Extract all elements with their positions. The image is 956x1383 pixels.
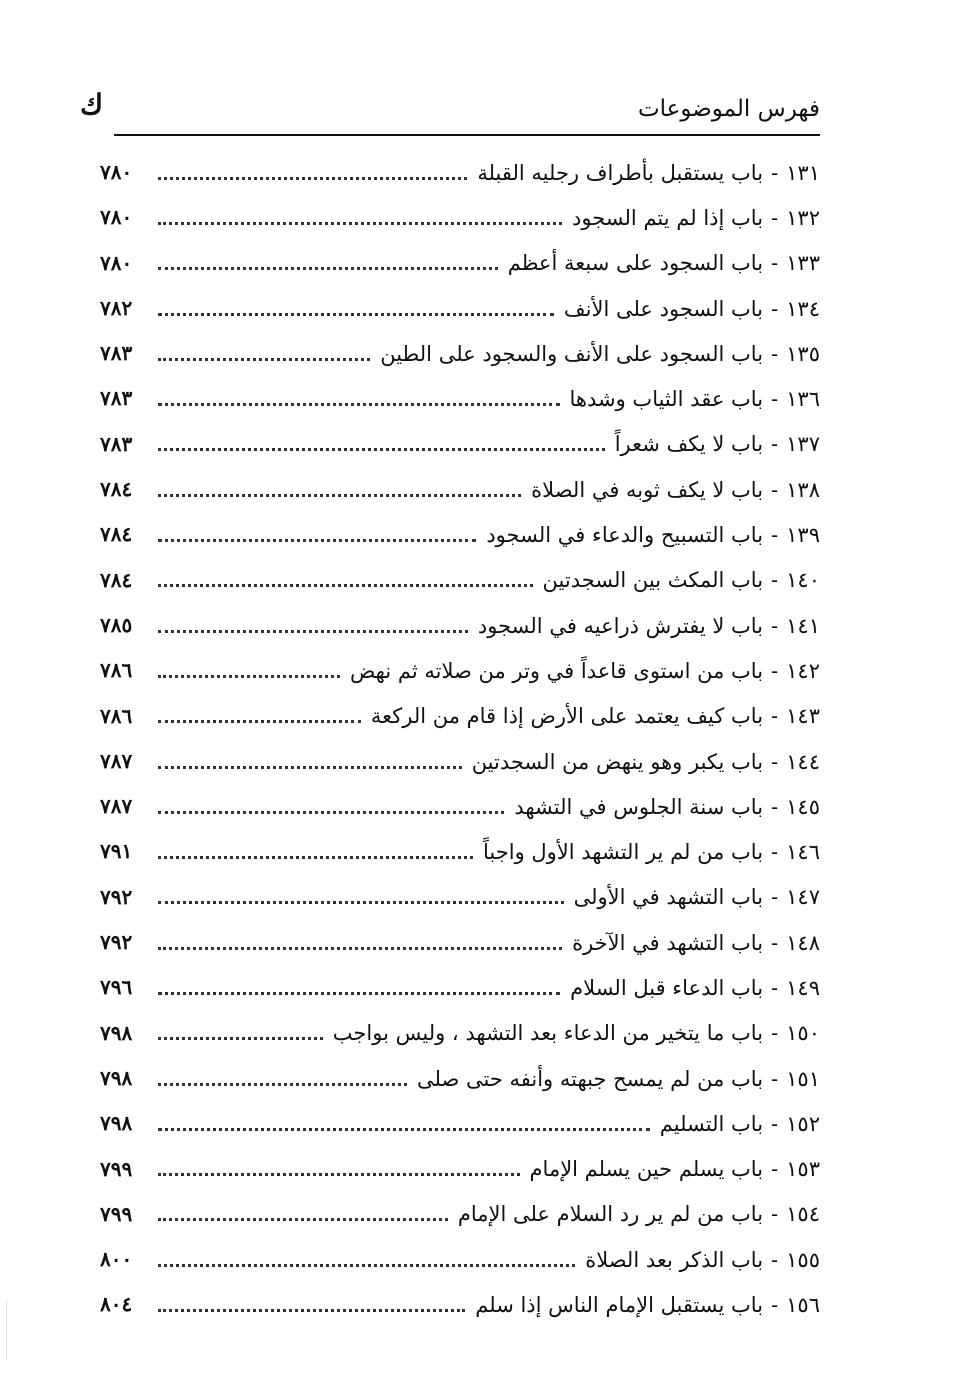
toc-leader-dots [158,765,462,769]
toc-entry-dash: - [771,658,779,683]
toc-entry-page: ٨٠٤ [100,1292,133,1317]
toc-entry-dash: - [771,477,779,502]
toc-entry-title: باب الدعاء قبل السلام [570,975,764,1000]
toc-entry-title: باب السجود على الأنف والسجود على الطين [380,341,764,366]
toc-entry-number: ١٣٦ [786,387,820,412]
toc-entry-dash: - [771,1247,779,1272]
toc-leader-dots [158,674,340,678]
toc-entry-number: ١٣٣ [786,251,820,276]
toc-entry [96,694,820,739]
toc-entry-dash: - [771,523,779,548]
toc-entry [96,286,820,331]
toc-leader-dots [158,855,473,859]
toc-entry [96,1192,820,1237]
toc-entry-number: ١٥٦ [786,1293,820,1318]
toc-entry-dash: - [771,704,779,729]
toc-entry-page: ٧٩٢ [100,884,133,909]
toc-entry-title: باب يكبر وهو ينهض من السجدتين [471,749,764,774]
toc-entry [96,1147,820,1192]
toc-entry [96,422,820,467]
toc-entry-dash: - [771,794,779,819]
toc-entry-title: باب من لم يمسح جبهته وأنفه حتى صلى [417,1066,764,1091]
toc-entry-page: ٧٨٤ [100,522,133,547]
toc-leader-dots [158,629,468,633]
toc-entry-dash: - [771,749,779,774]
toc-entry-title: باب السجود على سبعة أعظم [507,251,764,276]
toc-leader-dots [158,810,504,814]
toc-leader-dots [158,1308,465,1312]
toc-entry-title: باب يستقبل الإمام الناس إذا سلم [475,1293,764,1318]
toc-entry-page: ٧٩١ [100,839,133,864]
toc-entry-dash: - [771,387,779,412]
toc-entry-dash: - [771,1021,779,1046]
toc-entry-title: باب لا يكف شعراً [614,432,764,457]
toc-entry-number: ١٤٣ [786,704,820,729]
toc-entry-dash: - [771,975,779,1000]
toc-entry-page: ٧٨٠ [100,250,133,275]
toc-entry-number: ١٥٤ [786,1202,820,1227]
toc-entry [96,739,820,784]
toc-entry-number: ١٤٢ [786,658,820,683]
toc-entry-title: باب سنة الجلوس في التشهد [514,794,764,819]
toc-entry-title: باب لا يفترش ذراعيه في السجود [477,613,764,638]
toc-entry-number: ١٤٥ [786,794,820,819]
toc-entry [96,829,820,874]
toc-entry-number: ١٥١ [786,1066,820,1091]
toc-leader-dots [158,447,605,451]
toc-entry-number: ١٤٨ [786,930,820,955]
toc-leader-dots [158,266,498,270]
toc-entry-page: ٧٨٦ [100,703,133,728]
toc-entry [96,331,820,376]
toc-entry [96,558,820,603]
toc-entry-page: ٧٨٤ [100,477,133,502]
toc-entry-number: ١٥٢ [786,1111,820,1136]
toc-entry-number: ١٥٥ [786,1247,820,1272]
toc-entry-page: ٧٩٨ [100,1020,133,1045]
toc-entry-page: ٧٨٠ [100,160,133,184]
page-header [76,88,820,132]
toc-leader-dots [158,493,521,497]
toc-entry-dash: - [771,160,779,185]
toc-entry-page: ٧٩٦ [100,975,133,1000]
toc-entry-number: ١٣٨ [786,477,820,502]
toc-leader-dots [158,1217,448,1221]
scan-margin-mark [6,1300,7,1360]
toc-entry-page: ٧٩٨ [100,1065,133,1090]
toc-leader-dots [158,1172,520,1176]
toc-entry-title: باب الذكر بعد الصلاة [585,1247,764,1272]
toc-entry-dash: - [771,1111,779,1136]
toc-entry-title: باب التسبيح والدعاء في السجود [486,523,764,548]
toc-entry-title: باب يستقبل بأطراف رجليه القبلة [477,160,764,185]
toc-entry-page: ٧٩٩ [100,1201,133,1226]
table-of-contents [96,150,820,1328]
toc-entry-page: ٧٩٢ [100,930,133,955]
toc-entry [96,1056,820,1101]
toc-entry-dash: - [771,432,779,457]
toc-entry-number: ١٤١ [786,613,820,638]
toc-entry [96,376,820,421]
toc-entry-number: ١٤٧ [786,885,820,910]
toc-entry [96,920,820,965]
toc-entry-page: ٧٨٣ [100,431,133,456]
toc-entry [96,1101,820,1146]
toc-entry-page: ٨٠٠ [100,1247,133,1272]
toc-entry-number: ١٤٩ [786,975,820,1000]
toc-entry-dash: - [771,341,779,366]
toc-entry-page: ٧٨٠ [100,205,133,230]
toc-entry-page: ٧٨٦ [100,658,133,683]
header-divider [114,134,820,136]
toc-entry-title: باب من لم ير رد السلام على الإمام [457,1202,764,1227]
toc-leader-dots [158,221,562,225]
toc-leader-dots [158,538,476,542]
toc-leader-dots [158,1263,575,1267]
toc-entry [96,195,820,240]
toc-entry-page: ٧٨٣ [100,386,133,411]
toc-leader-dots [158,402,560,406]
toc-entry-title: باب المكث بين السجدتين [542,568,764,593]
toc-leader-dots [158,1127,650,1131]
toc-entry-number: ١٥٣ [786,1157,820,1182]
toc-entry-number: ١٣١ [786,160,820,185]
toc-entry-page: ٧٨٧ [100,748,133,773]
toc-entry-dash: - [771,885,779,910]
toc-entry [96,1282,820,1327]
toc-entry [96,150,820,195]
toc-entry-page: ٧٨٧ [100,794,133,819]
toc-entry-title: باب ما يتخير من الدعاء بعد التشهد ، وليس بواجب [332,1021,764,1046]
toc-entry-number: ١٣٧ [786,432,820,457]
toc-entry-dash: - [771,1293,779,1318]
toc-entry [96,648,820,693]
toc-entry-dash: - [771,930,779,955]
toc-leader-dots [158,991,560,995]
toc-entry-number: ١٣٥ [786,341,820,366]
toc-entry-number: ١٣٩ [786,523,820,548]
toc-leader-dots [158,1082,407,1086]
toc-entry [96,1237,820,1282]
toc-entry-dash: - [771,613,779,638]
toc-entry-dash: - [771,1066,779,1091]
toc-entry-title: باب لا يكف ثوبه في الصلاة [531,477,764,502]
toc-leader-dots [158,719,361,723]
toc-entry-page: ٧٨٣ [100,341,133,366]
toc-entry-page: ٧٩٨ [100,1111,133,1136]
toc-entry-title: باب من لم ير التشهد الأول واجباً [483,840,764,865]
toc-entry-number: ١٣٢ [786,205,820,230]
toc-entry-title: باب من استوى قاعداً في وتر من صلاته ثم نهض [349,658,764,683]
toc-entry-number: ١٣٤ [786,296,820,321]
toc-entry-number: ١٤٠ [786,568,820,593]
toc-leader-dots [158,357,370,361]
toc-entry [96,241,820,286]
toc-entry-number: ١٥٠ [786,1021,820,1046]
toc-entry [96,603,820,648]
toc-entry-dash: - [771,840,779,865]
toc-leader-dots [158,900,564,904]
toc-entry-dash: - [771,251,779,276]
toc-entry-title: باب كيف يعتمد على الأرض إذا قام من الركعة [370,704,764,729]
toc-entry-dash: - [771,205,779,230]
page-number-letter: ك [80,88,104,121]
toc-entry-number: ١٤٦ [786,840,820,865]
toc-leader-dots [158,176,467,180]
toc-entry-page: ٧٨٢ [100,295,133,320]
toc-entry-number: ١٤٤ [786,749,820,774]
toc-entry [96,875,820,920]
toc-entry [96,512,820,557]
toc-entry-title: باب التسليم [659,1111,764,1136]
toc-entry-dash: - [771,296,779,321]
toc-entry-title: باب السجود على الأنف [563,296,764,321]
toc-entry-title: باب التشهد في الآخرة [572,930,764,955]
toc-entry [96,467,820,512]
toc-entry-dash: - [771,1157,779,1182]
toc-entry-dash: - [771,568,779,593]
toc-entry [96,1011,820,1056]
toc-entry-title: باب إذا لم يتم السجود [572,205,764,230]
toc-leader-dots [158,583,533,587]
toc-entry [96,965,820,1010]
page-title: فهرس الموضوعات [637,96,820,122]
toc-leader-dots [158,946,562,950]
toc-leader-dots [158,1036,323,1040]
toc-entry-page: ٧٩٩ [100,1156,133,1181]
toc-entry-dash: - [771,1202,779,1227]
toc-entry-title: باب التشهد في الأولى [573,885,764,910]
toc-leader-dots [158,312,554,316]
toc-entry [96,784,820,829]
toc-entry-title: باب يسلم حين يسلم الإمام [529,1157,764,1182]
toc-entry-page: ٧٨٤ [100,567,133,592]
toc-entry-title: باب عقد الثياب وشدها [569,387,764,412]
toc-entry-page: ٧٨٥ [100,612,133,637]
